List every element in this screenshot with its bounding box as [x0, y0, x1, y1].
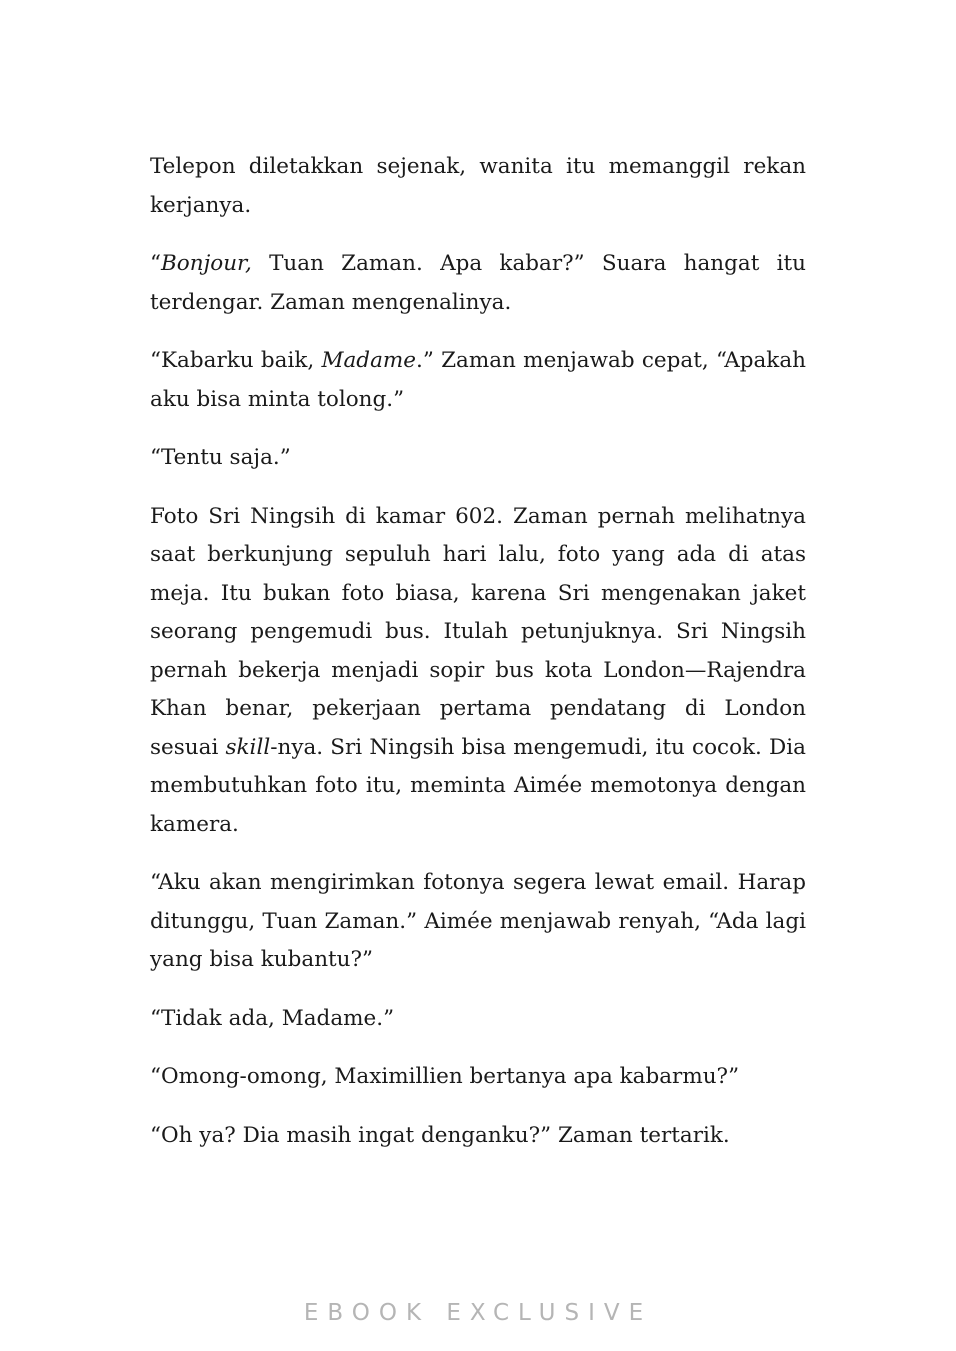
paragraph-6: “Aku akan mengirimkan fotonya segera lewat email. Harap ditunggu, Tuan Zaman.” Aimée menjawab renyah, “Ada lagi yang bisa kubantu?”: [150, 870, 806, 972]
paragraph-9: “Oh ya? Dia masih ingat denganku?” Zaman tertarik.: [150, 1122, 730, 1148]
page-body: [150, 148, 806, 1175]
paragraph-5: Foto Sri Ningsih di kamar 602. Zaman pernah melihatnya saat berkunjung sepuluh hari lalu, foto yang ada di atas meja. Itu bukan foto biasa, karena Sri mengenakan jaket seorang pengemudi bus. Itulah petunjuknya. Sri Ningsih pernah bekerja menjadi sopir bus kota London—Rajendra Khan benar, pekerjaan pertama pendatang di London sesuai skill-nya. Sri Ningsih bisa mengemudi, itu cocok. Dia membutuhkan foto itu, meminta Aimée memotonya dengan kamera.: [150, 503, 806, 837]
italic-madame: Madame: [321, 348, 416, 373]
paragraph-4: “Tentu saja.”: [150, 445, 291, 470]
paragraph-3: “Kabarku baik, Madame.” Zaman menjawab cepat, “Apakah aku bisa minta tolong.”: [150, 348, 806, 412]
footer-watermark: EBOOK EXCLUSIVE: [303, 1300, 653, 1326]
paragraph-1: Telepon diletakkan sejenak, wanita itu memanggil rekan kerjanya.: [150, 154, 806, 218]
paragraph-7: “Tidak ada, Madame.”: [150, 1005, 395, 1031]
italic-skill: skill: [225, 734, 271, 760]
paragraph-8: “Omong-omong, Maximillien bertanya apa kabarmu?”: [150, 1064, 740, 1089]
paragraph-2: “Bonjour, Tuan Zaman. Apa kabar?” Suara hangat itu terdengar. Zaman mengenalinya.: [150, 251, 806, 315]
italic-bonjour: Bonjour,: [161, 251, 252, 276]
